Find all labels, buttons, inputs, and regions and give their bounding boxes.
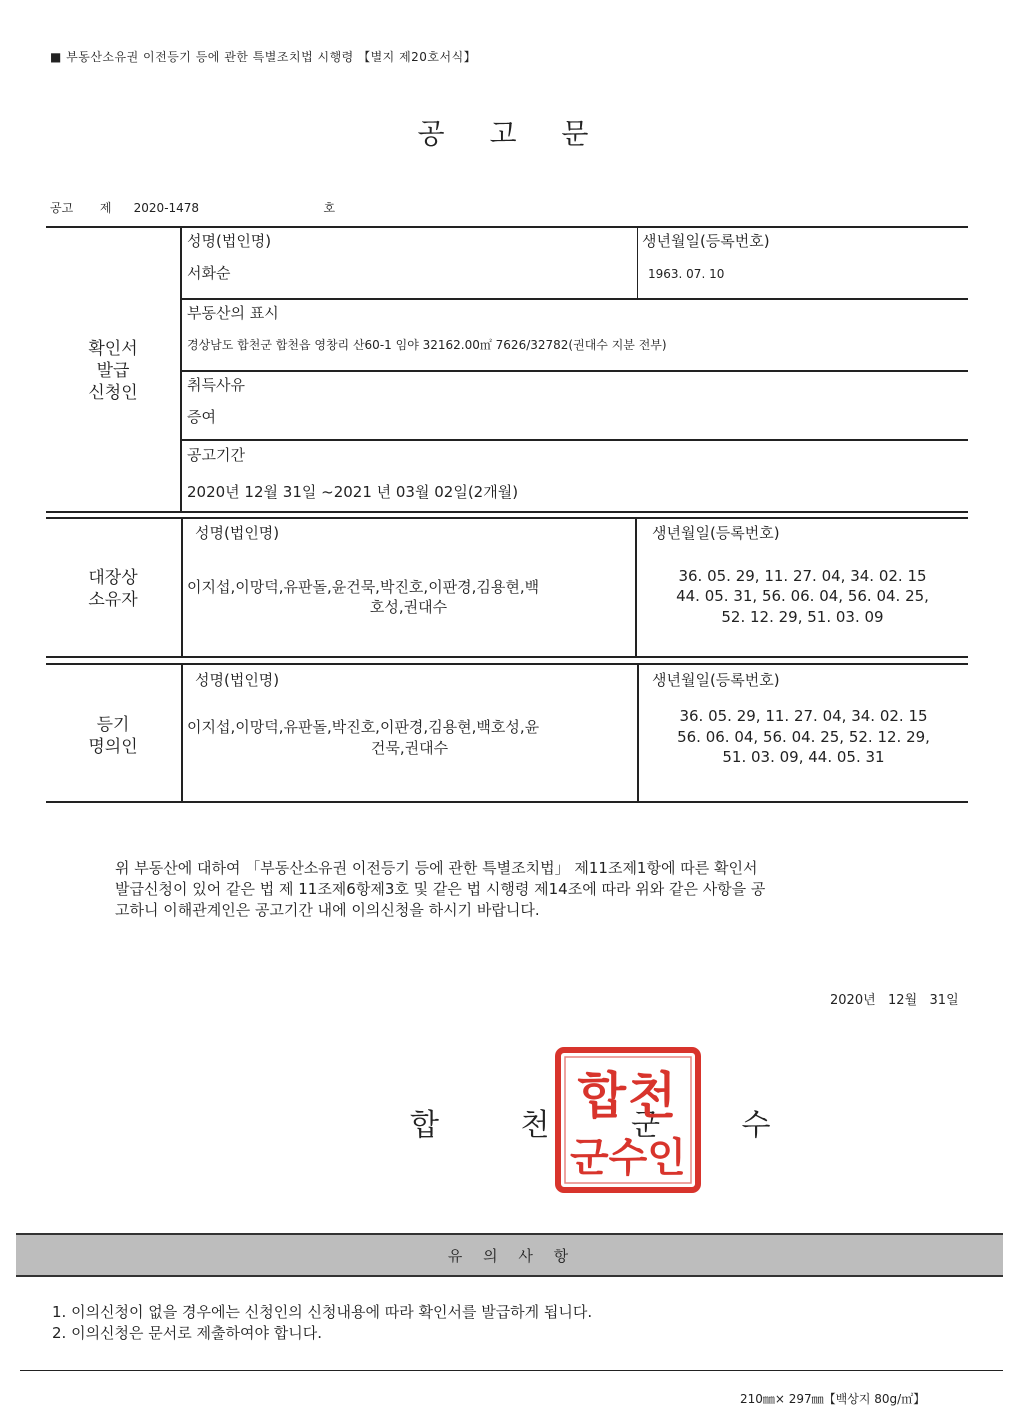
ledger-dob-label: 생년월일(등록번호): [652, 524, 780, 542]
table-border: [46, 801, 968, 803]
ledger-name-label: 성명(법인명): [195, 524, 280, 542]
table-border: [46, 656, 968, 658]
ledger-dob-line1: 36. 05. 29, 11. 27. 04, 34. 02. 15: [678, 567, 927, 585]
table-border: [180, 298, 968, 300]
table-border: [181, 517, 183, 657]
table-border: [180, 226, 182, 512]
notes-item: 1. 이의신청이 없을 경우에는 신청인의 신청내용에 따라 확인서를 발급하게 됩니다.: [52, 1303, 593, 1321]
notice-number-value: 2020-1478: [133, 201, 200, 215]
table-border: [46, 517, 968, 519]
issuer-name: 합 천 군 수: [410, 1108, 807, 1143]
applicant-side-label: 확인서 발급 신청인: [88, 339, 138, 403]
seal-text: 합천: [577, 1067, 679, 1125]
ledger-owner-side-label: 대장상 소유자: [88, 568, 138, 610]
registry-dob-line2: 56. 06. 04, 56. 04. 25, 52. 12. 29,: [677, 728, 930, 746]
notice-suffix: 호: [323, 201, 336, 215]
applicant-name-label: 성명(법인명): [187, 232, 272, 250]
period-value: 2020년 12월 31일 ~2021 년 03월 02일(2개월): [187, 483, 519, 501]
applicant-dob-label: 생년월일(등록번호): [642, 232, 770, 250]
applicant-dob: 1963. 07. 10: [648, 267, 725, 281]
table-border: [181, 663, 183, 803]
registry-names-line2: 건묵,권대수: [370, 739, 449, 757]
paper-spec: 210㎜× 297㎜【백상지 80g/㎡】: [740, 1392, 926, 1406]
footer-divider: [20, 1370, 1003, 1371]
notice-je: 제: [99, 201, 112, 215]
official-seal: [555, 1047, 701, 1193]
notice-body: [115, 858, 975, 921]
table-border: [46, 663, 968, 665]
ledger-dob-line2: 44. 05. 31, 56. 06. 04, 56. 04. 25,: [676, 587, 929, 605]
table-border: [180, 370, 968, 372]
notice-date: 2020년 12월 31일: [830, 993, 959, 1008]
registry-dob-line1: 36. 05. 29, 11. 27. 04, 34. 02. 15: [679, 707, 928, 725]
reason-label: 취득사유: [187, 376, 245, 394]
period-label: 공고기간: [187, 446, 245, 464]
applicant-name: 서화순: [187, 264, 231, 282]
registry-dob-line3: 51. 03. 09, 44. 05. 31: [722, 748, 885, 766]
ledger-names-line2: 호성,권대수: [369, 598, 448, 616]
table-border: [46, 226, 968, 228]
notice-number: [50, 199, 335, 216]
notice-prefix: 공고: [50, 201, 74, 215]
table-border: [46, 511, 968, 513]
registry-name-label: 성명(법인명): [195, 671, 280, 689]
page-title: 공 고 문: [417, 117, 607, 150]
registry-owner-side-label: 등기 명의인: [88, 715, 138, 757]
notes-list: [52, 1302, 592, 1344]
body-line: 발급신청이 있어 같은 법 제 11조제6항제3호 및 같은 법 시행령 제14조에 따라 위와 같은 사항을 공: [115, 880, 766, 898]
registry-names-line1: 이지섭,이망덕,유판돌,박진호,이판경,김용현,백호성,윤: [187, 718, 540, 736]
body-line: 위 부동산에 대하여 「부동산소유권 이전등기 등에 관한 특별조치법」 제11조제1항에 따른 확인서: [115, 859, 758, 877]
form-header: ■ 부동산소유권 이전등기 등에 관한 특별조치법 시행령 【별지 제20호서식】: [50, 50, 477, 64]
property-label: 부동산의 표시: [187, 304, 279, 322]
notes-item: 2. 이의신청은 문서로 제출하여야 합니다.: [52, 1324, 322, 1342]
registry-dob-label: 생년월일(등록번호): [652, 671, 780, 689]
notes-title: 유 의 사 항: [447, 1247, 577, 1265]
body-line: 고하니 이해관계인은 공고기간 내에 이의신청을 하시기 바랍니다.: [115, 901, 540, 919]
seal-text: 군수인: [570, 1135, 686, 1181]
table-border: [637, 226, 638, 299]
ledger-names-line1: 이지섭,이망덕,유판돌,윤건묵,박진호,이판경,김용현,백: [187, 578, 540, 596]
table-border: [180, 439, 968, 441]
ledger-dob-line3: 52. 12. 29, 51. 03. 09: [721, 608, 884, 626]
property-value: 경상남도 합천군 합천읍 영창리 산60-1 임야 32162.00㎡ 7626/32782(권대수 지분 전부): [187, 338, 667, 352]
reason-value: 증여: [187, 408, 216, 426]
